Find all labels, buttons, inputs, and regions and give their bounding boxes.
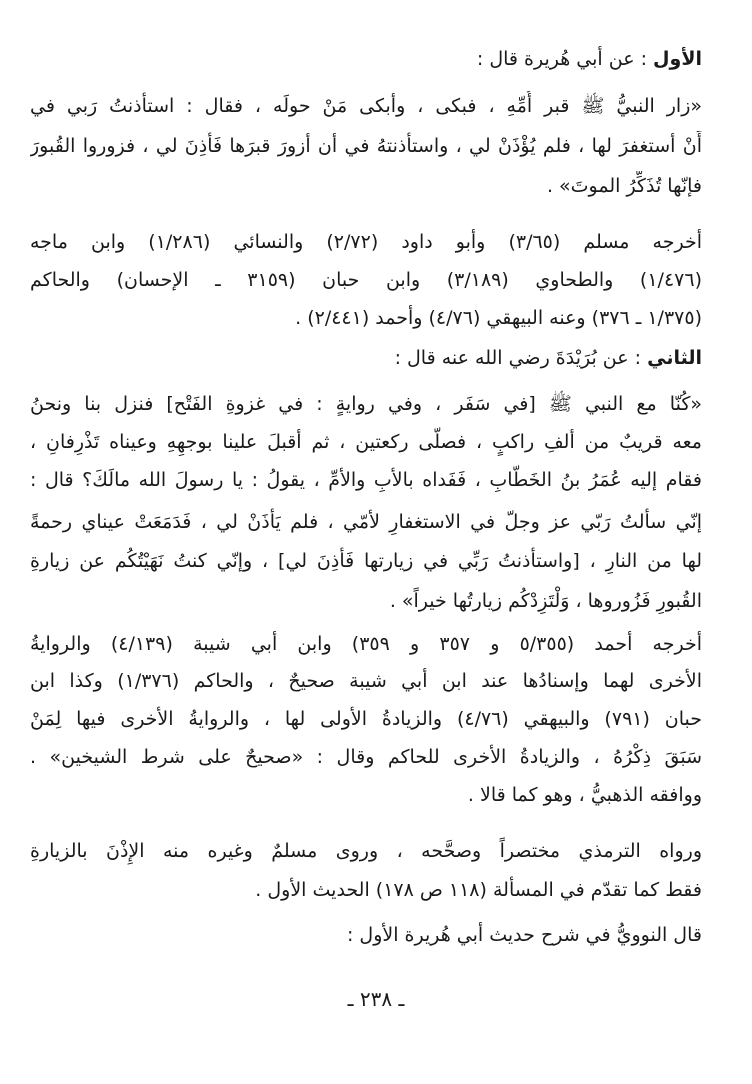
section2-takhrij-line-1: أخرجه أحمد (٥/٣٥٥ و ٣٥٧ و ٣٥٩) وابن أبي شيبة (٤/١٣٩) والروايةُ	[30, 633, 702, 655]
section2-hadith-line-6: القُبورِ فَزُوروها ، وَلْتَزِدْكُم زيارتُها خيراً» .	[389, 590, 702, 612]
section2-hadith-line-4: إنّي سألتُ رَبّي عز وجلّ في الاستغفارِ لأمّي ، فلم يَأْذَنْ لي ، فَدَمَعَتْ عيناي رحمةً	[30, 511, 702, 533]
section1-takhrij-line-1: أخرجه مسلم (٣/٦٥) وأبو داود (٢/٧٢) والنسائي (١/٢٨٦) وابن ماجه	[30, 231, 702, 253]
section2-heading-lead: الثاني	[647, 347, 702, 369]
paragraph3-line-2: فقط كما تقدّم في المسألة (١١٨ ص ١٧٨) الحديث الأول .	[255, 879, 702, 901]
section2-takhrij-line-3: حبان (٧٩١) والبيهقي (٤/٧٦) والزيادةُ الأولى لها ، والروايةُ الأخرى فيها لِمَنْ	[30, 708, 702, 730]
section2-hadith-line-3: فقام إليه عُمَرُ بنُ الخَطّابِ ، فَفَداه بالأبِ والأمِّ ، يقولُ : يا رسولَ الله مالَكَ؟ قال :	[30, 469, 702, 491]
section2-hadith-line-5: لها من النارِ ، [واستأذنتُ رَبِّي في زيارتها فَأَذِنَ لي] ، وإنّي كنتُ نَهَيْتُكُم عن زيارةِ	[30, 550, 702, 572]
section2-heading-rest: : عن بُرَيْدَةَ رضي الله عنه قال :	[394, 347, 648, 369]
section1-hadith-line-1: «زار النبيُّ ﷺ قبر أُمِّهِ ، فبكى ، وأبكى مَنْ حولَه ، فقال : استأذنتُ رَبي في	[30, 95, 702, 117]
section1-heading-lead: الأول	[653, 48, 702, 70]
section1-hadith-line-3: فإنّها تُذَكِّرُ الموتَ» .	[546, 175, 702, 197]
section2-hadith-line-2: معه قريبٌ من ألفِ راكبٍ ، فصلّى ركعتين ، ثم أقبلَ علينا بوجهِهِ وعيناه تَذْرِفانِ ،	[30, 431, 702, 453]
paragraph3-line-1: ورواه الترمذي مختصراً وصحَّحه ، وروى مسلمٌ وغيره منه الإِذْنَ بالزيارةِ	[30, 840, 702, 862]
section1-takhrij-line-3: (١/٣٧٥ ـ ٣٧٦) وعنه البيهقي (٤/٧٦) وأحمد (٢/٤٤١) .	[295, 307, 702, 329]
paragraph4-line: قال النوويُّ في شرح حديث أبي هُريرة الأول :	[346, 924, 702, 946]
section2-heading	[30, 343, 702, 373]
section2-takhrij-line-4: سَبَقَ ذِكْرُهُ ، والزيادةُ الأخرى للحاكم وقال : «صحيحٌ على شرط الشيخين» .	[30, 746, 702, 768]
section1-hadith-line-2: أَنْ أستغفرَ لها ، فلم يُؤْذَنْ لي ، واستأذنتهُ في أن أزورَ قبرَها فَأَذِنَ لي ، فزوروا القُبورَ	[30, 135, 702, 157]
page-number: ـ ٢٣٨ ـ	[347, 987, 405, 1011]
section1-heading	[30, 44, 702, 74]
section1-heading-rest: : عن أبي هُريرة قال :	[476, 48, 654, 70]
section2-hadith-line-1: «كُنّا مع النبي ﷺ [في سَفَر ، وفي روايةٍ : في غزوةِ الفَتْح] فنزل بنا ونحنُ	[30, 393, 702, 415]
section1-takhrij-line-2: (١/٤٧٦) والطحاوي (٣/١٨٩) وابن حبان (٣١٥٩ ـ الإحسان) والحاكم	[30, 269, 702, 291]
section2-takhrij-line-5: ووافقه الذهبيُّ ، وهو كما قالا .	[467, 784, 702, 806]
section2-takhrij-line-2: الأخرى لهما وإسنادُها عند ابن أبي شيبة صحيحٌ ، والحاكم (١/٣٧٦) وكذا ابن	[30, 670, 702, 692]
